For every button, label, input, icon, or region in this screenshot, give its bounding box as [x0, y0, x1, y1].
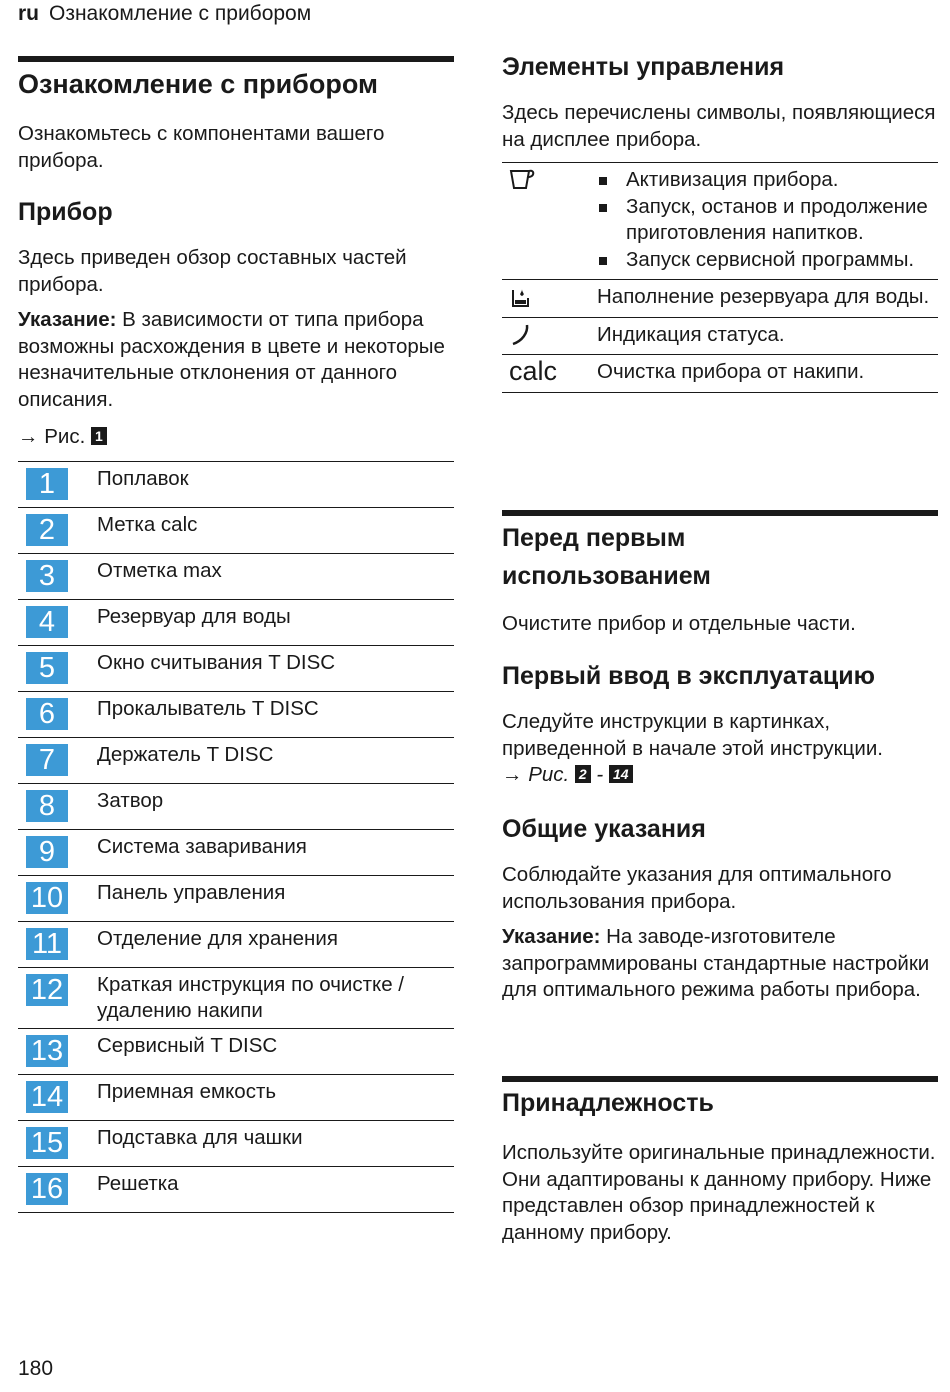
calc-description: Очистка прибора от накипи.	[597, 360, 865, 383]
general-text: Соблюдайте указания для оптимального использования прибора.	[502, 863, 892, 913]
note-paragraph	[18, 307, 454, 413]
controls-intro: Здесь перечислены символы, появляющиеся на дисплее прибора.	[502, 101, 936, 151]
section-rule	[18, 56, 454, 62]
table-row	[502, 280, 938, 318]
water-tank-icon	[508, 286, 534, 315]
part-number: 2	[26, 514, 68, 546]
status-description: Индикация статуса.	[597, 322, 785, 346]
list-item: Активизация прибора.	[597, 167, 938, 194]
table-row	[18, 922, 454, 968]
table-row	[502, 318, 938, 356]
part-label: Держатель T DISC	[97, 743, 274, 766]
table-row	[18, 738, 454, 784]
part-number: 11	[26, 928, 68, 960]
list-item: Запуск, останов и продолжение приготовления напитков.	[597, 194, 938, 247]
table-row	[18, 554, 454, 600]
status-arc-icon	[508, 322, 534, 353]
controls-heading: Элементы управления	[502, 53, 785, 81]
header-title: Ознакомление с прибором	[49, 2, 312, 25]
part-label: Подставка для чашки	[97, 1126, 303, 1149]
startup-heading: Первый ввод в эксплуатацию	[502, 662, 875, 690]
note-text: На заводе-изготовителе запрограммированы стандартные настройки для оптимального режима работы прибора.	[502, 925, 930, 1001]
figure-ref-separator: -	[590, 763, 609, 786]
table-row	[18, 784, 454, 830]
accessories-text: Используйте оригинальные принадлежности. Они адаптированы к данному прибору. Ниже представлен обзор принадлежностей к данному прибору.	[502, 1141, 936, 1244]
part-label: Прокалыватель T DISC	[97, 697, 319, 720]
table-row	[18, 646, 454, 692]
part-number: 7	[26, 744, 68, 776]
section-heading: Ознакомление с прибором	[18, 69, 378, 99]
first-use-text: Очистите прибор и отдельные части.	[502, 612, 856, 635]
first-use-heading: Перед первым использованием	[502, 524, 711, 590]
startup-text: Следуйте инструкции в картинках, приведенной в начале этой инструкции.	[502, 710, 883, 760]
table-row	[18, 1167, 454, 1213]
part-label: Затвор	[97, 789, 164, 812]
list-item: Запуск сервисной программы.	[597, 247, 938, 274]
cup-action-list	[597, 167, 938, 273]
part-label: Панель управления	[97, 881, 286, 904]
table-row	[18, 508, 454, 554]
part-label: Окно считывания T DISC	[97, 651, 336, 674]
part-label: Сервисный T DISC	[97, 1034, 278, 1057]
figure-reference	[18, 424, 107, 450]
section-rule	[502, 1076, 938, 1082]
note-label: Указание:	[502, 925, 601, 948]
part-number: 5	[26, 652, 68, 684]
part-number: 14	[26, 1081, 68, 1113]
part-number: 10	[26, 882, 68, 914]
general-heading: Общие указания	[502, 815, 706, 843]
device-heading: Прибор	[18, 198, 113, 226]
page-number: 180	[18, 1357, 54, 1380]
section-rule	[502, 510, 938, 516]
table-row	[18, 876, 454, 922]
part-label: Система заваривания	[97, 835, 307, 858]
page-header	[18, 2, 311, 26]
part-number: 13	[26, 1035, 68, 1067]
table-row	[18, 1029, 454, 1075]
table-row	[18, 600, 454, 646]
table-row	[18, 968, 454, 1029]
table-row	[18, 830, 454, 876]
table-row	[18, 462, 454, 508]
table-row	[502, 163, 938, 280]
intro-text: Ознакомьтесь с компонентами вашего прибора.	[18, 122, 385, 172]
part-number: 4	[26, 606, 68, 638]
controls-table	[502, 162, 938, 393]
parts-table	[18, 461, 454, 1213]
part-label: Поплавок	[97, 467, 189, 490]
part-label: Резервуар для воды	[97, 605, 291, 628]
part-number: 16	[26, 1173, 68, 1205]
part-number: 1	[26, 468, 68, 500]
accessories-heading: Принадлежность	[502, 1089, 714, 1117]
part-number: 8	[26, 790, 68, 822]
figure-ref-prefix: → Рис.	[502, 763, 575, 786]
table-row	[18, 692, 454, 738]
part-number: 3	[26, 560, 68, 592]
part-label: Отметка max	[97, 559, 222, 582]
part-label: Метка calc	[97, 513, 198, 536]
part-label: Приемная емкость	[97, 1080, 277, 1103]
table-row	[18, 1121, 454, 1167]
part-number: 9	[26, 836, 68, 868]
calc-symbol: calc	[509, 356, 558, 386]
figure-badge: 1	[91, 427, 107, 445]
table-row	[18, 1075, 454, 1121]
part-number: 15	[26, 1127, 68, 1159]
part-number: 12	[26, 974, 68, 1006]
cup-icon	[508, 167, 540, 198]
part-label: Решетка	[97, 1172, 179, 1195]
figure-badge: 2	[575, 765, 591, 783]
note-label: Указание:	[18, 308, 117, 331]
device-text: Здесь приведен обзор составных частей прибора.	[18, 246, 407, 296]
language-code: ru	[18, 2, 39, 25]
part-label: Отделение для хранения	[97, 927, 338, 950]
figure-ref-prefix: → Рис.	[18, 425, 91, 448]
part-label: Краткая инструкция по очистке / удалению накипи	[97, 973, 404, 1022]
startup-figure-reference	[502, 762, 633, 788]
table-row	[502, 355, 938, 393]
note-text: В зависимости от типа прибора возможны расхождения в цвете и некоторые незначительные отклонения от данного описания.	[18, 308, 445, 411]
tank-description: Наполнение резервуара для воды.	[597, 285, 930, 308]
figure-badge: 14	[609, 765, 633, 783]
part-number: 6	[26, 698, 68, 730]
general-note	[502, 924, 938, 1004]
